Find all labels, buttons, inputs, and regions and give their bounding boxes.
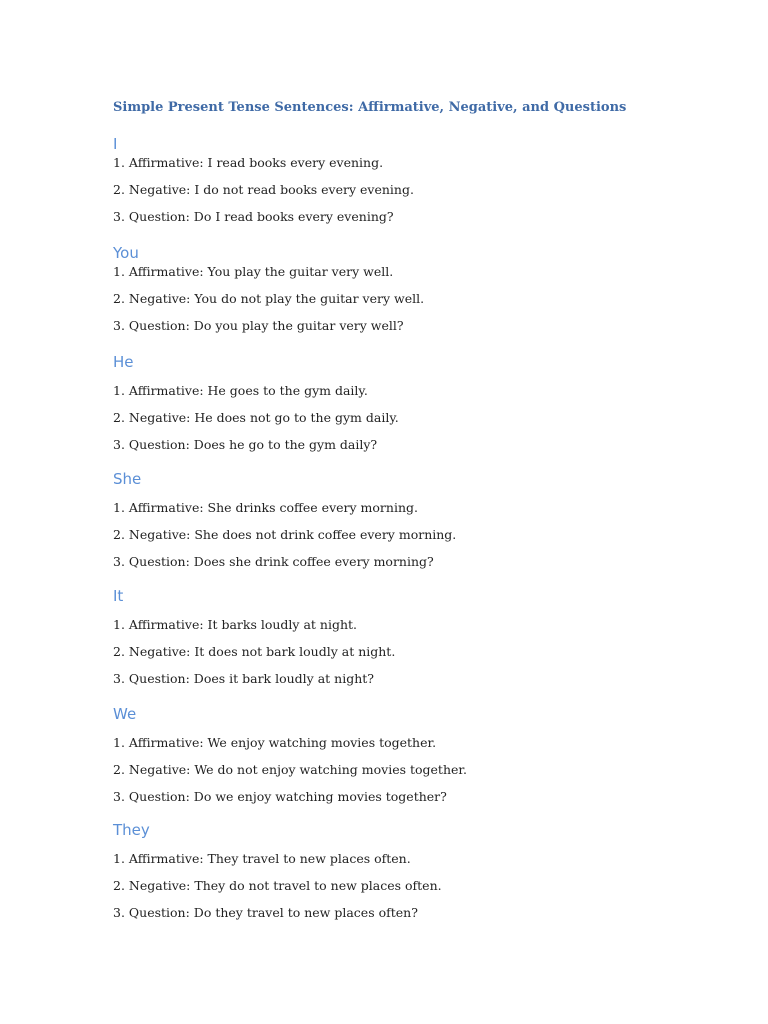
section-heading: They [113,821,150,839]
affirmative-sentence: 1. Affirmative: We enjoy watching movies together. [113,735,437,750]
question-sentence: 3. Question: Do you play the guitar very well? [113,318,404,333]
negative-sentence: 2. Negative: They do not travel to new places often. [113,878,442,893]
section-heading: You [113,244,139,262]
section-you [113,243,424,335]
affirmative-sentence: 1. Affirmative: She drinks coffee every morning. [113,500,418,515]
affirmative-sentence: 1. Affirmative: I read books every evening. [113,155,384,170]
document-title: Simple Present Tense Sentences: Affirmative, Negative, and Questions [113,100,627,115]
negative-sentence: 2. Negative: I do not read books every evening. [113,182,414,197]
question-sentence: 3. Question: Does he go to the gym daily? [113,437,378,452]
affirmative-sentence: 1. Affirmative: You play the guitar very well. [113,264,394,279]
question-sentence: 3. Question: Do they travel to new places often? [113,905,418,920]
section-heading: It [113,587,124,605]
affirmative-sentence: 1. Affirmative: It barks loudly at night. [113,617,358,632]
question-sentence: 3. Question: Do we enjoy watching movies together? [113,789,447,804]
section-i [113,134,414,226]
affirmative-sentence: 1. Affirmative: They travel to new places often. [113,851,411,866]
affirmative-sentence: 1. Affirmative: He goes to the gym daily. [113,383,368,398]
question-sentence: 3. Question: Does she drink coffee every morning? [113,554,434,569]
negative-sentence: 2. Negative: We do not enjoy watching movies together. [113,762,467,777]
section-she [113,469,456,571]
section-they [113,820,442,922]
negative-sentence: 2. Negative: You do not play the guitar very well. [113,291,425,306]
negative-sentence: 2. Negative: She does not drink coffee every morning. [113,527,457,542]
question-sentence: 3. Question: Do I read books every evening? [113,209,394,224]
section-heading: We [113,705,137,723]
section-heading: He [113,353,134,371]
negative-sentence: 2. Negative: He does not go to the gym daily. [113,410,399,425]
section-heading: She [113,470,142,488]
question-sentence: 3. Question: Does it bark loudly at night? [113,671,374,686]
negative-sentence: 2. Negative: It does not bark loudly at night. [113,644,396,659]
section-he [113,352,399,454]
section-heading: I [113,135,118,153]
section-we [113,704,467,806]
section-it [113,586,395,688]
